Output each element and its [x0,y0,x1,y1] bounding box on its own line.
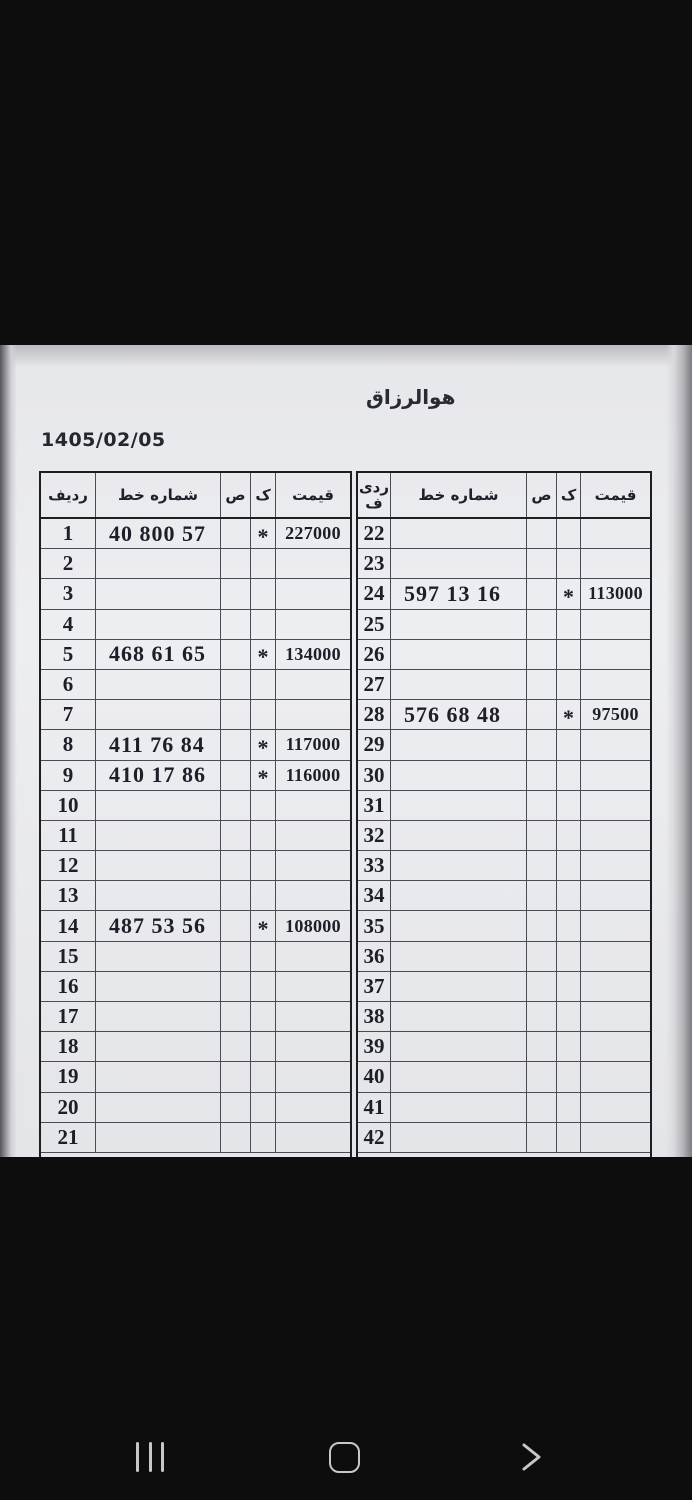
table-row [41,821,350,851]
row-number-cell: 18 [41,1032,96,1061]
row-number-cell: 32 [358,821,391,850]
row-number-cell: 28 [358,700,391,729]
sad-cell [527,821,557,850]
table-rows-1-21 [39,471,352,1157]
sad-cell [527,1002,557,1031]
price-cell [581,881,650,910]
line-number-cell [96,851,221,880]
kaf-cell [557,911,581,940]
line-number-cell [96,821,221,850]
kaf-cell [557,881,581,910]
price-cell [581,670,650,699]
table-row [41,549,350,579]
line-number-cell [391,640,527,669]
table-row [358,881,650,911]
row-number-cell: 14 [41,911,96,940]
sad-cell [527,942,557,971]
price-cell [581,610,650,639]
row-number-cell: 35 [358,911,391,940]
price-cell [276,670,350,699]
kaf-cell: * [557,579,581,608]
line-number-cell [391,881,527,910]
row-number-cell: 33 [358,851,391,880]
line-number-cell [96,1123,221,1152]
sad-cell [221,851,251,880]
table-row [41,791,350,821]
header-cell: شماره خط [391,473,527,517]
line-number-cell [96,972,221,1001]
line-number-cell [96,549,221,578]
sad-cell [527,972,557,1001]
kaf-cell [251,1062,276,1091]
sad-cell [221,972,251,1001]
kaf-cell: * [557,700,581,729]
sad-cell [527,851,557,880]
kaf-cell [557,1093,581,1122]
kaf-cell [251,579,276,608]
kaf-cell [251,791,276,820]
table-row [41,1093,350,1123]
table-row [41,761,350,791]
kaf-cell [557,1123,581,1152]
document-date: 1405/02/05 [41,429,166,451]
sad-cell [527,1123,557,1152]
line-number-cell [96,1093,221,1122]
price-cell [276,821,350,850]
line-number-cell [391,670,527,699]
sad-cell [221,881,251,910]
sad-cell [527,519,557,548]
table-rows-22-42 [356,471,652,1157]
kaf-cell [557,851,581,880]
table-row [358,1093,650,1123]
document-title: هوالرزاق [366,385,456,409]
line-number-cell [391,730,527,759]
line-number-cell [391,942,527,971]
kaf-cell [251,942,276,971]
price-cell [581,1062,650,1091]
header-cell: ک [557,473,581,517]
paper-right-edge [666,345,692,1157]
table-row [358,791,650,821]
table-row [358,1062,650,1092]
table-row [358,1002,650,1032]
sad-cell [527,761,557,790]
line-number-cell [96,791,221,820]
photo-top-shadow [0,345,692,367]
kaf-cell [251,610,276,639]
table-row [358,972,650,1002]
sad-cell [221,942,251,971]
table-row [358,1123,650,1153]
row-number-cell: 27 [358,670,391,699]
sad-cell [221,1062,251,1091]
price-cell [581,1032,650,1061]
price-cell [581,791,650,820]
sad-cell [221,1093,251,1122]
sad-cell [221,791,251,820]
kaf-cell [557,972,581,1001]
sad-cell [221,519,251,548]
price-cell [276,1123,350,1152]
price-cell [276,1002,350,1031]
sad-cell [221,1032,251,1061]
row-number-cell: 22 [358,519,391,548]
home-button[interactable] [329,1442,360,1473]
header-cell: شماره خط [96,473,221,517]
back-icon [520,1442,544,1472]
table-row [41,700,350,730]
kaf-cell [251,1032,276,1061]
price-cell [276,549,350,578]
price-cell [276,1032,350,1061]
kaf-cell [251,1123,276,1152]
row-number-cell: 16 [41,972,96,1001]
line-number-cell [96,942,221,971]
sad-cell [527,640,557,669]
table-row [41,670,350,700]
row-number-cell: 31 [358,791,391,820]
sad-cell [221,579,251,608]
line-number-cell [391,911,527,940]
table-row [358,942,650,972]
row-number-cell: 37 [358,972,391,1001]
row-number-cell: 42 [358,1123,391,1152]
kaf-cell: * [251,730,276,759]
row-number-cell: 17 [41,1002,96,1031]
table-row [358,579,650,609]
kaf-cell: * [251,911,276,940]
line-number-cell: 411 76 84 [96,730,221,759]
line-number-cell [391,851,527,880]
kaf-cell [557,670,581,699]
row-number-cell: 26 [358,640,391,669]
table-row [41,1123,350,1153]
kaf-cell [557,1032,581,1061]
table-row [358,761,650,791]
price-cell [276,791,350,820]
sad-cell [221,1123,251,1152]
price-cell [276,1093,350,1122]
header-row [358,473,650,519]
sad-cell [527,1062,557,1091]
sad-cell [527,700,557,729]
price-cell [276,1062,350,1091]
kaf-cell [251,851,276,880]
kaf-cell [557,549,581,578]
header-cell: ردیف [41,473,96,517]
line-number-cell [96,1062,221,1091]
kaf-cell [251,1002,276,1031]
kaf-cell [557,821,581,850]
table-row [358,519,650,549]
line-number-cell: 410 17 86 [96,761,221,790]
sad-cell [221,911,251,940]
row-number-cell: 4 [41,610,96,639]
price-cell [581,911,650,940]
price-cell [581,730,650,759]
row-number-cell: 13 [41,881,96,910]
kaf-cell [251,549,276,578]
row-number-cell: 30 [358,761,391,790]
table-row [41,730,350,760]
price-cell [276,851,350,880]
kaf-cell [557,942,581,971]
table-row [41,881,350,911]
price-cell: 134000 [285,643,341,664]
line-number-cell [96,610,221,639]
row-number-cell: 2 [41,549,96,578]
price-cell: 117000 [285,734,341,755]
kaf-cell [557,640,581,669]
row-number-cell: 1 [41,519,96,548]
kaf-cell: * [251,640,276,669]
line-number-cell [96,881,221,910]
row-number-cell: 29 [358,730,391,759]
kaf-cell [557,791,581,820]
sad-cell [527,549,557,578]
table-row [358,700,650,730]
row-number-cell: 25 [358,610,391,639]
row-number-cell: 39 [358,1032,391,1061]
price-cell: 108000 [285,915,341,936]
line-number-cell: 597 13 16 [391,579,527,608]
line-number-cell [391,549,527,578]
sad-cell [527,881,557,910]
row-number-cell: 23 [358,549,391,578]
header-row [41,473,350,519]
line-number-cell [391,610,527,639]
kaf-cell [251,700,276,729]
price-cell [581,942,650,971]
kaf-cell [251,670,276,699]
row-number-cell: 20 [41,1093,96,1122]
kaf-cell [557,610,581,639]
price-cell [581,1123,650,1152]
table-row [41,610,350,640]
row-number-cell: 6 [41,670,96,699]
sad-cell [527,911,557,940]
row-number-cell: 34 [358,881,391,910]
row-number-cell: 12 [41,851,96,880]
table-row [358,1032,650,1062]
table-row [358,640,650,670]
header-cell: ک [251,473,276,517]
kaf-cell [557,730,581,759]
sad-cell [221,700,251,729]
row-number-cell: 5 [41,640,96,669]
table-row [41,579,350,609]
table-row [41,640,350,670]
row-number-cell: 3 [41,579,96,608]
sad-cell [221,640,251,669]
table-row [358,610,650,640]
row-number-cell: 10 [41,791,96,820]
line-number-cell: 40 800 57 [96,519,221,548]
sad-cell [221,730,251,759]
line-number-cell [391,1062,527,1091]
price-cell [581,821,650,850]
kaf-cell [557,1002,581,1031]
line-number-cell: 576 68 48 [391,700,527,729]
line-number-cell [96,1032,221,1061]
table-row [358,911,650,941]
row-number-cell: 7 [41,700,96,729]
table-row [41,911,350,941]
kaf-cell [557,1062,581,1091]
price-cell [581,761,650,790]
price-cell: 227000 [285,523,341,544]
line-number-cell [96,700,221,729]
kaf-cell: * [251,761,276,790]
row-number-cell: 38 [358,1002,391,1031]
price-cell [581,640,650,669]
sad-cell [527,670,557,699]
row-number-cell: 24 [358,579,391,608]
recents-button[interactable] [136,1442,164,1472]
paper-left-edge [0,345,17,1157]
line-number-cell [391,761,527,790]
sad-cell [527,730,557,759]
price-cell [276,579,350,608]
table-row [41,1032,350,1062]
table-row [41,972,350,1002]
line-number-cell [96,579,221,608]
kaf-cell [251,881,276,910]
row-number-cell: 8 [41,730,96,759]
price-cell [276,881,350,910]
price-cell: 97500 [592,704,639,725]
header-cell: ص [527,473,557,517]
row-number-cell: 36 [358,942,391,971]
price-cell: 113000 [588,583,643,604]
row-number-cell: 9 [41,761,96,790]
row-number-cell: 40 [358,1062,391,1091]
price-cell [581,851,650,880]
row-number-cell: 15 [41,942,96,971]
price-cell [581,972,650,1001]
sad-cell [527,610,557,639]
header-cell: قیمت [594,485,637,504]
price-cell [276,972,350,1001]
sad-cell [221,670,251,699]
table-row [358,730,650,760]
sad-cell [221,761,251,790]
table-row [41,851,350,881]
line-number-cell [96,670,221,699]
row-number-cell: 21 [41,1123,96,1152]
sad-cell [527,1093,557,1122]
price-cell [581,1002,650,1031]
header-cell: ردی ف [358,473,391,517]
price-cell [276,610,350,639]
line-number-cell [391,1032,527,1061]
sad-cell [527,791,557,820]
kaf-cell [251,821,276,850]
table-row [41,519,350,549]
sad-cell [527,1032,557,1061]
line-number-cell [391,791,527,820]
sad-cell [221,549,251,578]
table-row [358,851,650,881]
sad-cell [221,821,251,850]
table-row [358,549,650,579]
row-number-cell: 41 [358,1093,391,1122]
table-row [358,670,650,700]
header-cell: ص [221,473,251,517]
price-cell [581,1093,650,1122]
line-number-cell: 468 61 65 [96,640,221,669]
line-number-cell: 487 53 56 [96,911,221,940]
kaf-cell [557,519,581,548]
row-number-cell: 11 [41,821,96,850]
line-number-cell [96,1002,221,1031]
table-row [41,1062,350,1092]
price-cell [581,549,650,578]
row-number-cell: 19 [41,1062,96,1091]
sad-cell [527,579,557,608]
document-photo [0,345,692,1157]
line-number-cell [391,1123,527,1152]
line-number-cell [391,1002,527,1031]
sad-cell [221,1002,251,1031]
kaf-cell [251,1093,276,1122]
kaf-cell [557,761,581,790]
price-cell: 116000 [285,764,341,785]
sad-cell [221,610,251,639]
line-number-cell [391,821,527,850]
table-row [41,942,350,972]
price-cell [276,700,350,729]
back-button[interactable] [520,1442,544,1472]
header-cell: قیمت [292,485,334,504]
kaf-cell: * [251,519,276,548]
kaf-cell [251,972,276,1001]
line-number-cell [391,1093,527,1122]
recents-icon [136,1442,139,1472]
line-number-cell [391,972,527,1001]
table-row [41,1002,350,1032]
table-row [358,821,650,851]
price-cell [581,519,650,548]
price-cell [276,942,350,971]
line-number-cell [391,519,527,548]
